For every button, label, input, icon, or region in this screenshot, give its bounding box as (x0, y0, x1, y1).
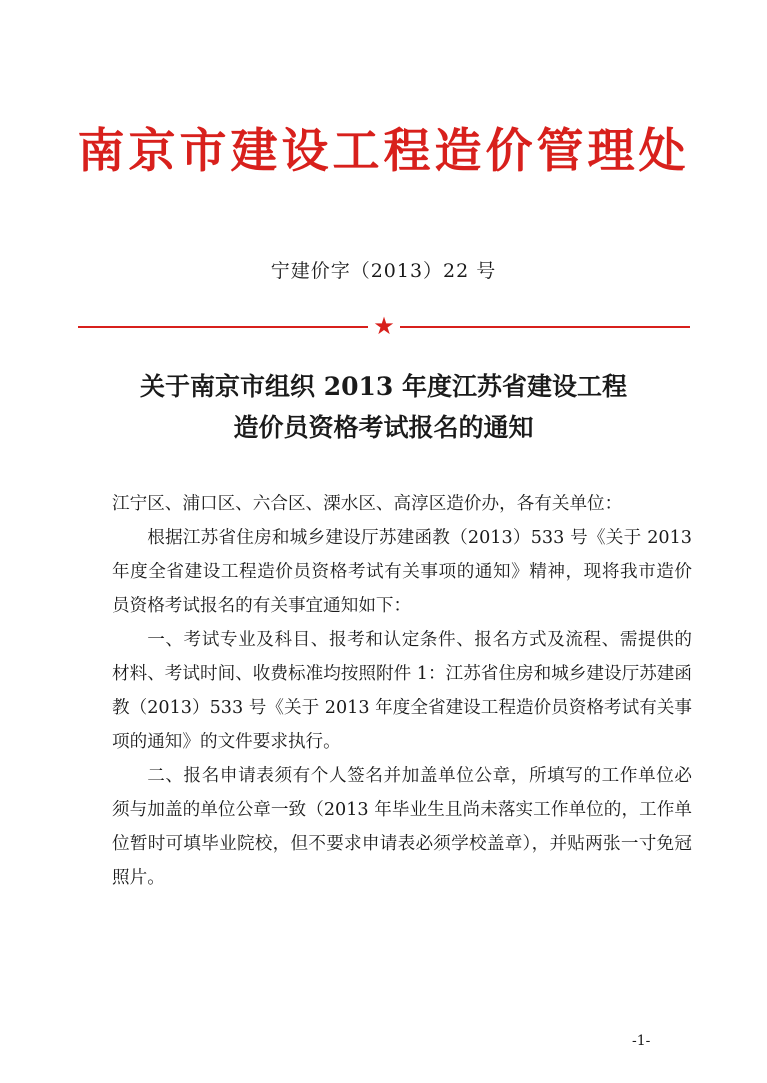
notice-body (112, 487, 692, 895)
star-icon: ★ (373, 312, 395, 340)
red-divider (78, 312, 690, 340)
page-number: -1- (632, 1033, 651, 1049)
paragraph-item-2: 二、报名申请表须有个人签名并加盖单位公章，所填写的工作单位必须与加盖的单位公章一致（2013 年毕业生且尚未落实工作单位的，工作单位暂时可填毕业院校，但不要求申请表必须学校盖章），并贴两张一寸免冠照片。 (112, 766, 692, 888)
notice-title-line-2: 造价员资格考试报名的通知 (233, 413, 534, 442)
notice-title (0, 366, 767, 448)
divider-line-right (400, 326, 690, 328)
paragraph-item-1: 一、考试专业及科目、报考和认定条件、报名方式及流程、需提供的材料、考试时间、收费标准均按照附件 1：江苏省住房和城乡建设厅苏建函教（2013）533 号《关于 2013 年度全省建设工程造价员资格考试有关事项的通知》的文件要求执行。 (112, 630, 692, 752)
paragraph-basis: 根据江苏省住房和城乡建设厅苏建函教（2013）533 号《关于 2013 年度全省建设工程造价员资格考试有关事项的通知》精神，现将我市造价员资格考试报名的有关事宜通知如下： (112, 528, 692, 616)
document-number: 宁建价字（2013）22 号 (270, 260, 497, 282)
recipients: 江宁区、浦口区、六合区、溧水区、高淳区造价办，各有关单位： (112, 494, 623, 514)
divider-line-left (78, 326, 368, 328)
organization-header: 南京市建设工程造价管理处 (77, 124, 690, 179)
notice-title-line-1: 关于南京市组织 2013 年度江苏省建设工程 (140, 372, 627, 401)
